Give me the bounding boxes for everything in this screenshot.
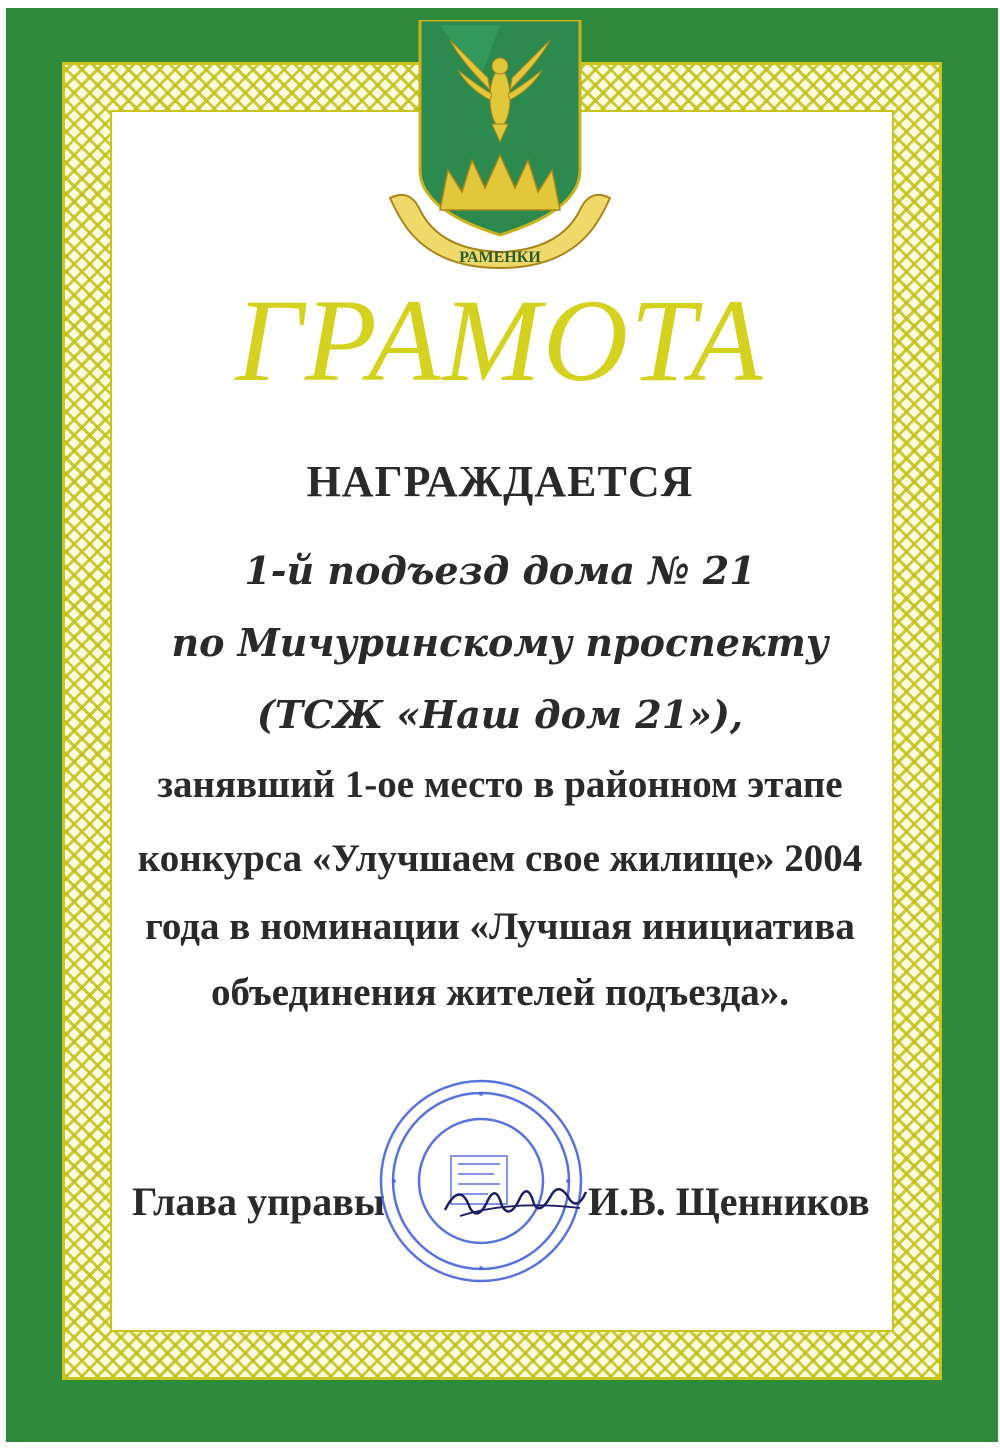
handwritten-signature-icon — [440, 1170, 590, 1230]
signatory-name: И.В. Щенников — [588, 1179, 870, 1224]
description-line-2: конкурса «Улучшаем свое жилище» 2004 — [137, 837, 863, 880]
signature-label: Глава управы — [132, 1179, 386, 1224]
recipient-line-1: 1-й подъезд дома № 21 — [244, 548, 756, 593]
description-line-3: года в номинации «Лучшая инициатива — [145, 905, 855, 948]
emblem-ribbon-label: РАМЕНКИ — [459, 249, 541, 266]
recipient-line-3: (ТСЖ «Наш дом 21»), — [256, 692, 744, 737]
district-coat-of-arms-icon — [380, 20, 620, 270]
description-line-4: объединения жителей подъезда». — [210, 971, 790, 1014]
recipient-line-2: по Мичуринскому проспекту — [171, 620, 829, 665]
certificate-title: ГРАМОТА — [235, 275, 765, 406]
awarded-heading: НАГРАЖДАЕТСЯ — [306, 457, 694, 506]
description-line-1: занявший 1-ое место в районном этапе — [157, 763, 843, 806]
